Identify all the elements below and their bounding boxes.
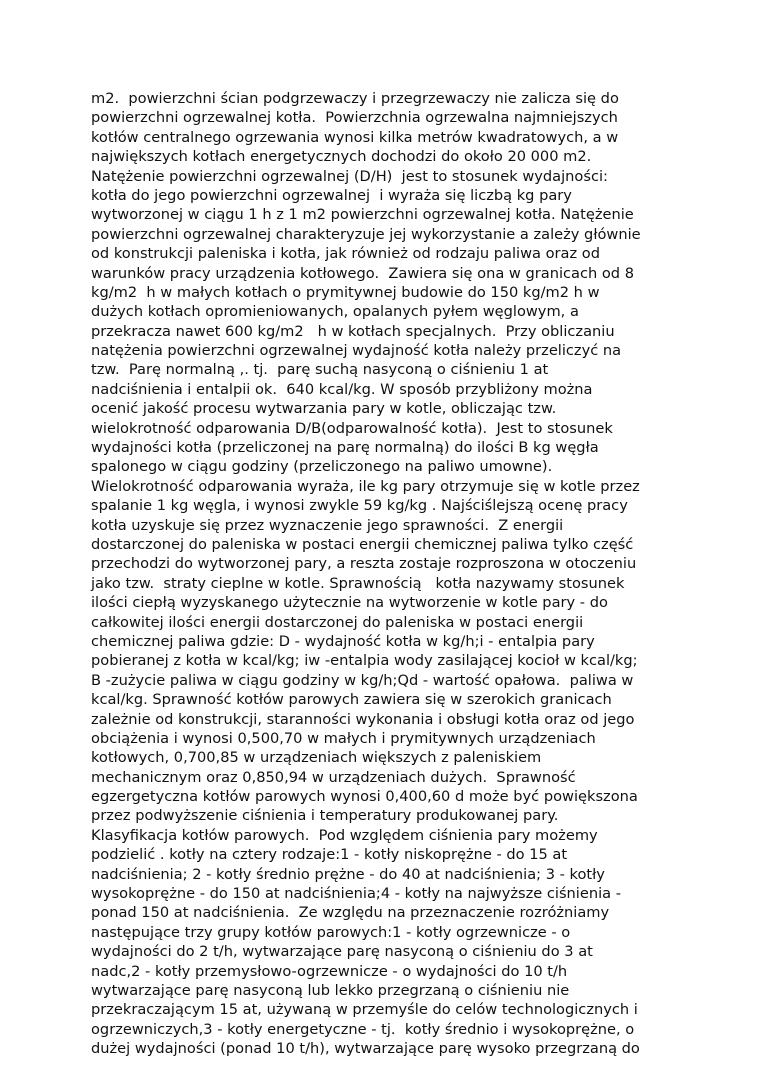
text-line: spalonego w ciągu godziny (przeliczonego na paliwo umowne). — [91, 458, 553, 476]
text-line: całkowitej ilości energii dostarczonej do paleniska w postaci energii — [91, 613, 584, 631]
text-line: wydajności do 2 t/h, wytwarzające parę nasyconą o ciśnieniu do 3 at — [91, 943, 593, 961]
text-line: nadciśnienia; 2 - kotły średnio prężne - do 40 at nadciśnienia; 3 - kotły — [91, 865, 605, 883]
text-line: od konstrukcji paleniska i kotła, jak również od rodzaju paliwa oraz od — [91, 245, 600, 263]
text-line: przez podwyższenie ciśnienia i temperatury produkowanej pary. — [91, 807, 559, 825]
text-line: wysokoprężne - do 150 at nadciśnienia;4 - kotły na najwyższe ciśnienia - — [91, 885, 621, 903]
text-line: tzw. Parę normalną ,. tj. parę suchą nasyconą o ciśnieniu 1 at — [91, 361, 549, 379]
text-line: egzergetyczna kotłów parowych wynosi 0,400,60 d może być powiększona — [91, 788, 638, 806]
text-line: B -zużycie paliwa w ciągu godziny w kg/h;Qd - wartość opałowa. paliwa w — [91, 671, 634, 689]
text-line: dużych kotłach opromieniowanych, opalanych pyłem węglowym, a — [91, 303, 579, 321]
text-line: kotła do jego powierzchni ogrzewalnej i wyraża się liczbą kg pary — [91, 186, 572, 204]
text-line: nadc,2 - kotły przemysłowo-ogrzewnicze - o wydajności do 10 t/h — [91, 962, 568, 980]
text-line: natężenia powierzchni ogrzewalnej wydajność kotła należy przeliczyć na — [91, 342, 622, 360]
text-line: Wielokrotność odparowania wyraża, ile kg pary otrzymuje się w kotle przez — [91, 477, 640, 495]
text-line: ogrzewniczych,3 - kotły energetyczne - tj. kotły średnio i wysokoprężne, o — [91, 1020, 635, 1038]
text-line: wytwarzające parę nasyconą lub lekko przegrzaną o ciśnieniu nie — [91, 981, 570, 999]
text-line: przechodzi do wytworzonej pary, a reszta zostaje rozproszona w otoczeniu — [91, 555, 637, 573]
text-line: obciążenia i wynosi 0,500,70 w małych i prymitywnych urządzeniach — [91, 729, 596, 747]
text-line: kotłów centralnego ogrzewania wynosi kilka metrów kwadratowych, a w — [91, 128, 619, 146]
text-line: warunków pracy urządzenia kotłowego. Zawiera się ona w granicach od 8 — [91, 264, 634, 282]
text-line: wydajności kotła (przeliczonej na parę normalną) do ilości B kg węgła — [91, 439, 599, 457]
text-line: dużej wydajności (ponad 10 t/h), wytwarzające parę wysoko przegrzaną do — [91, 1040, 640, 1058]
text-line: spalanie 1 kg węgla, i wynosi zwykle 59 kg/kg . Najściślejszą ocenę pracy — [91, 497, 628, 515]
text-line: chemicznej paliwa gdzie: D - wydajność kotła w kg/h;i - entalpia pary — [91, 632, 595, 650]
text-line: m2. powierzchni ścian podgrzewaczy i przegrzewaczy nie zalicza się do — [91, 90, 619, 107]
text-line: podzielić . kotły na cztery rodzaje:1 - kotły niskoprężne - do 15 at — [91, 846, 568, 864]
text-line: powierzchni ogrzewalnej kotła. Powierzchnia ogrzewalna najmniejszych — [91, 109, 618, 127]
text-line: Natężenie powierzchni ogrzewalnej (D/H) jest to stosunek wydajności: — [91, 167, 608, 185]
text-line: pobieranej z kotła w kcal/kg; iw -entalpia wody zasilającej kocioł w kcal/kg; — [91, 652, 638, 670]
text-line: ponad 150 at nadciśnienia. Ze względu na przeznaczenie rozróżniamy — [91, 904, 610, 922]
text-line: największych kotłach energetycznych dochodzi do około 20 000 m2. — [91, 148, 592, 166]
text-line: kg/m2 h w małych kotłach o prymitywnej budowie do 150 kg/m2 h w — [91, 283, 600, 301]
text-line: mechanicznym oraz 0,850,94 w urządzeniach dużych. Sprawność — [91, 768, 576, 786]
body-text — [91, 89, 691, 1059]
text-line: Klasyfikacja kotłów parowych. Pod względem ciśnienia pary możemy — [91, 826, 598, 844]
text-line: ilości ciepłą wyzyskanego użytecznie na wytworzenie w kotle pary - do — [91, 594, 608, 612]
text-line: ocenić jakość procesu wytwarzania pary w kotle, obliczając tzw. — [91, 400, 557, 418]
text-line: przekracza nawet 600 kg/m2 h w kotłach specjalnych. Przy obliczaniu — [91, 322, 615, 340]
text-line: następujące trzy grupy kotłów parowych:1 - kotły ogrzewnicze - o — [91, 923, 571, 941]
text-line: wielokrotność odparowania D/B(odparowalność kotła). Jest to stosunek — [91, 419, 613, 437]
text-line: nadciśnienia i entalpii ok. 640 kcal/kg. W sposób przybliżony można — [91, 380, 593, 398]
text-line: wytworzonej w ciągu 1 h z 1 m2 powierzchni ogrzewalnej kotła. Natężenie — [91, 206, 634, 224]
text-line: przekraczającym 15 at, używaną w przemyśle do celów technologicznych i — [91, 1001, 638, 1019]
text-line: jako tzw. straty cieplne w kotle. Sprawnością kotła nazywamy stosunek — [91, 574, 625, 592]
text-line: dostarczonej do paleniska w postaci energii chemicznej paliwa tylko część — [91, 535, 634, 553]
text-line: kcal/kg. Sprawność kotłów parowych zawiera się w szerokich granicach — [91, 691, 612, 709]
text-line: kotłowych, 0,700,85 w urządzeniach większych z paleniskiem — [91, 749, 542, 767]
text-line: kotła uzyskuje się przez wyznaczenie jego sprawności. Z energii — [91, 516, 564, 534]
text-line: zależnie od konstrukcji, staranności wykonania i obsługi kotła oraz od jego — [91, 710, 635, 728]
text-line: powierzchni ogrzewalnej charakteryzuje jej wykorzystanie a zależy głównie — [91, 225, 641, 243]
